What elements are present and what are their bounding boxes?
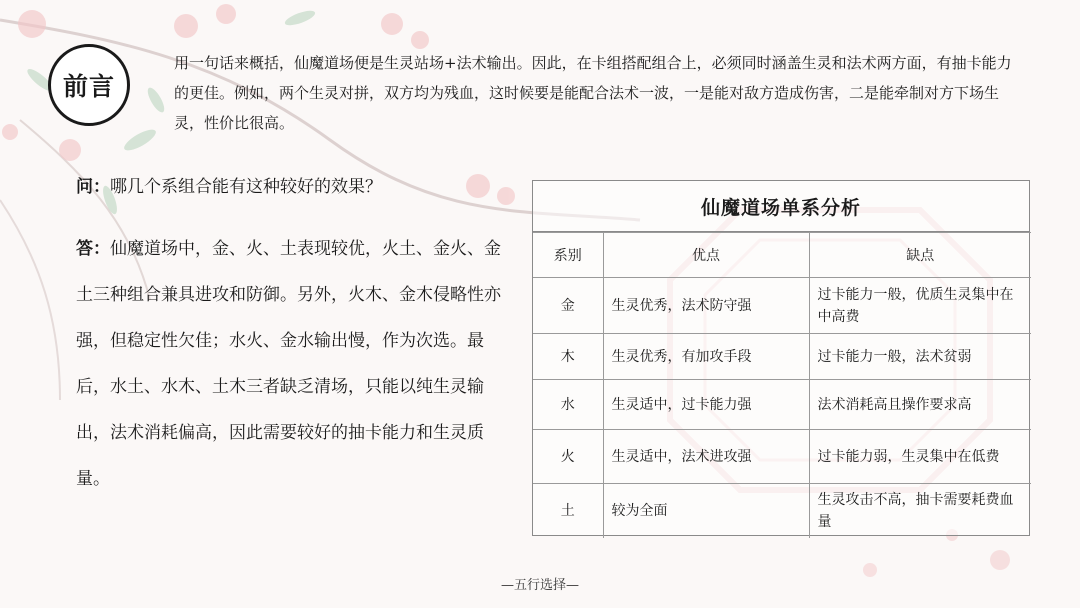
row-weakness: 生灵攻击不高，抽卡需要耗费血量 <box>809 484 1031 538</box>
answer-text: 仙魔道场中，金、火、土表现较优，火土、金火、金土三种组合兼具进攻和防御。另外，火木、金木侵略性亦强，但稳定性欠佳；水火、金水输出慢，作为次选。最后，水土、水木、土木三者缺乏清场，只能以纯生灵输出，法术消耗偏高，因此需要较好的抽卡能力和生灵质量。 <box>76 239 501 489</box>
table-row <box>533 484 1031 538</box>
table-header-row <box>533 233 1031 278</box>
row-element: 土 <box>533 484 603 538</box>
header-weaknesses: 缺点 <box>809 233 1031 278</box>
table-row <box>533 278 1031 334</box>
header-strengths: 优点 <box>603 233 809 278</box>
header-element: 系别 <box>533 233 603 278</box>
row-strength: 生灵优秀，有加攻手段 <box>603 334 809 380</box>
row-strength: 生灵适中，法术进攻强 <box>603 430 809 484</box>
row-element: 火 <box>533 430 603 484</box>
analysis-grid <box>533 232 1031 538</box>
answer-lead: 答： <box>76 239 110 259</box>
table-row <box>533 380 1031 430</box>
row-weakness: 法术消耗高且操作要求高 <box>809 380 1031 430</box>
row-weakness: 过卡能力一般，优质生灵集中在中高费 <box>809 278 1031 334</box>
table-row <box>533 334 1031 380</box>
question-text: 哪几个系组合能有这种较好的效果？ <box>110 177 382 197</box>
row-element: 水 <box>533 380 603 430</box>
row-weakness: 过卡能力弱，生灵集中在低费 <box>809 430 1031 484</box>
row-weakness: 过卡能力一般，法术贫弱 <box>809 334 1031 380</box>
question-lead: 问： <box>76 177 110 197</box>
table-title: 仙魔道场单系分析 <box>533 181 1029 232</box>
question-line <box>76 172 382 202</box>
table-row <box>533 430 1031 484</box>
footer-caption: —五行选择— <box>500 578 579 593</box>
answer-paragraph <box>76 226 506 502</box>
row-strength: 较为全面 <box>603 484 809 538</box>
row-strength: 生灵优秀，法术防守强 <box>603 278 809 334</box>
section-badge <box>48 44 130 126</box>
section-badge-label: 前言 <box>62 72 115 101</box>
element-analysis-table <box>532 180 1030 536</box>
row-element: 木 <box>533 334 603 380</box>
row-strength: 生灵适中，过卡能力强 <box>603 380 809 430</box>
intro-paragraph: 用一句话来概括，仙魔道场便是生灵站场+法术输出。因此，在卡组搭配组合上，必须同时涵盖生灵和法术两方面，有抽卡能力的更佳。例如，两个生灵对拼，双方均为残血，这时候要是能配合法术一波，一是能对敌方造成伤害，二是能牵制对方下场生灵，性价比很高。 <box>174 54 1012 132</box>
row-element: 金 <box>533 278 603 334</box>
